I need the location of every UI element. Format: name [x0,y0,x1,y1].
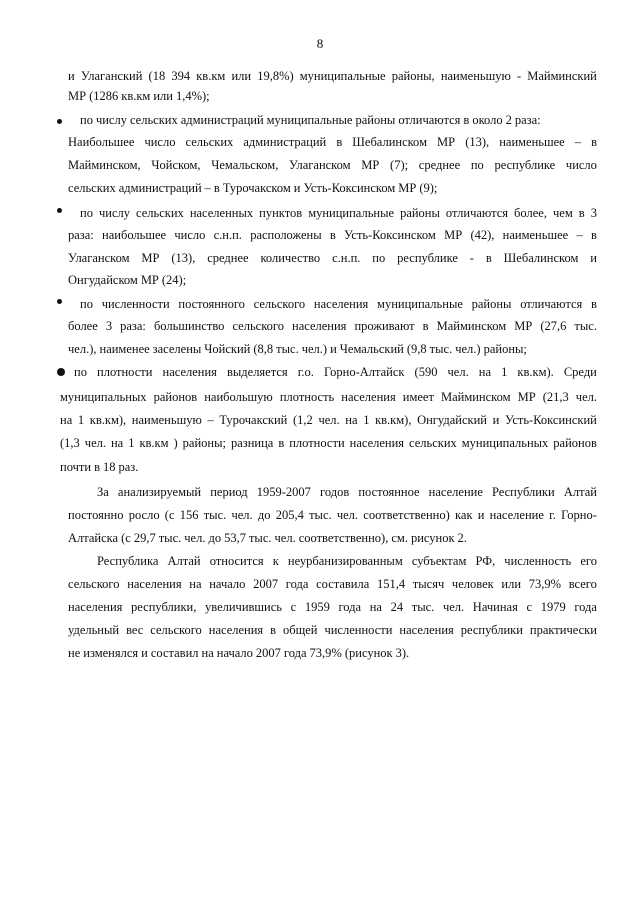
text-line: МР (1286 кв.км или 1,4%); [68,89,210,103]
text-line: населения республики, увеличившись с 1959 года на 24 тыс. чел. Начиная с 1979 года [68,600,597,614]
text-line: по плотности населения выделяется г.о. Горно-Алтайск (590 чел. на 1 кв.км). Среди [74,365,597,379]
text-line: Майминском, Чойском, Чемальском, Улаганском МР (7); среднее по республике число [68,158,597,172]
text-line: по числу сельских населенных пунктов муниципальные районы отличаются более, чем в 3 [80,206,597,220]
text-line: более 3 раза: большинство сельского населения проживают в Майминском МР (27,6 тыс. [68,319,597,333]
bullet-icon [57,368,65,376]
text-line: по числу сельских администраций муниципальные районы отличаются в около 2 раза: [80,113,541,127]
text-line: не изменялся и составил на начало 2007 года 73,9% (рисунок 3). [68,646,410,660]
text-line: Онгудайском МР (24); [68,273,187,287]
text-line: Республика Алтай относится к неурбанизированным субъектам РФ, численность его [97,554,597,568]
text-line: на 1 кв.км), наименьшую – Турочакский (1,2 чел. на 1 кв.км), Онгудайский и Усть-Коксинский [60,413,597,427]
text-line: постоянно росло (с 156 тыс. чел. до 205,4 тыс. чел. соответственно) как и население г. Горно- [68,508,597,522]
text-line: Наибольшее число сельских администраций в Шебалинском МР (13), наименьшее – в [68,135,597,149]
text-line: (1,3 чел. на 1 кв.км ) районы; разница в плотности населения сельских муниципальных районов [60,436,597,450]
text-line: удельный вес сельского населения в общей численности населения республики практически [68,623,597,637]
text-line: сельских администраций – в Турочакском и Усть-Коксинском МР (9); [68,181,438,195]
text-line: почти в 18 раз. [60,460,139,474]
page-number: 8 [316,36,324,51]
text-line: Алтайска (с 29,7 тыс. чел. до 53,7 тыс. чел. соответственно), см. рисунок 2. [68,531,467,545]
bullet-icon [57,208,62,213]
text-line: Улаганском МР (13), среднее количество с.н.п. по республике - в Шебалинском и [68,251,597,265]
text-line: чел.), наименее заселены Чойский (8,8 тыс. чел.) и Чемальский (9,8 тыс. чел.) районы; [68,342,527,356]
text-line: сельского населения на начало 2007 года составила 151,4 тысяч человек или 73,9% всего [68,577,597,591]
bullet-icon [57,119,62,124]
bullet-icon [57,299,62,304]
text-line: раза: наибольшее число с.н.п. расположены в Усть-Коксинском МР (42), наименьшее – в [68,228,597,242]
text-line: и Улаганский (18 394 кв.км или 19,8%) муниципальные районы, наименьшую - Майминский [68,69,597,83]
text-line: по численности постоянного сельского населения муниципальные районы отличаются в [80,297,597,311]
text-line: муниципальных районов наибольшую плотность населения имеет Майминском МР (21,3 чел. [60,390,597,404]
text-line: За анализируемый период 1959-2007 годов постоянное население Республики Алтай [97,485,597,499]
